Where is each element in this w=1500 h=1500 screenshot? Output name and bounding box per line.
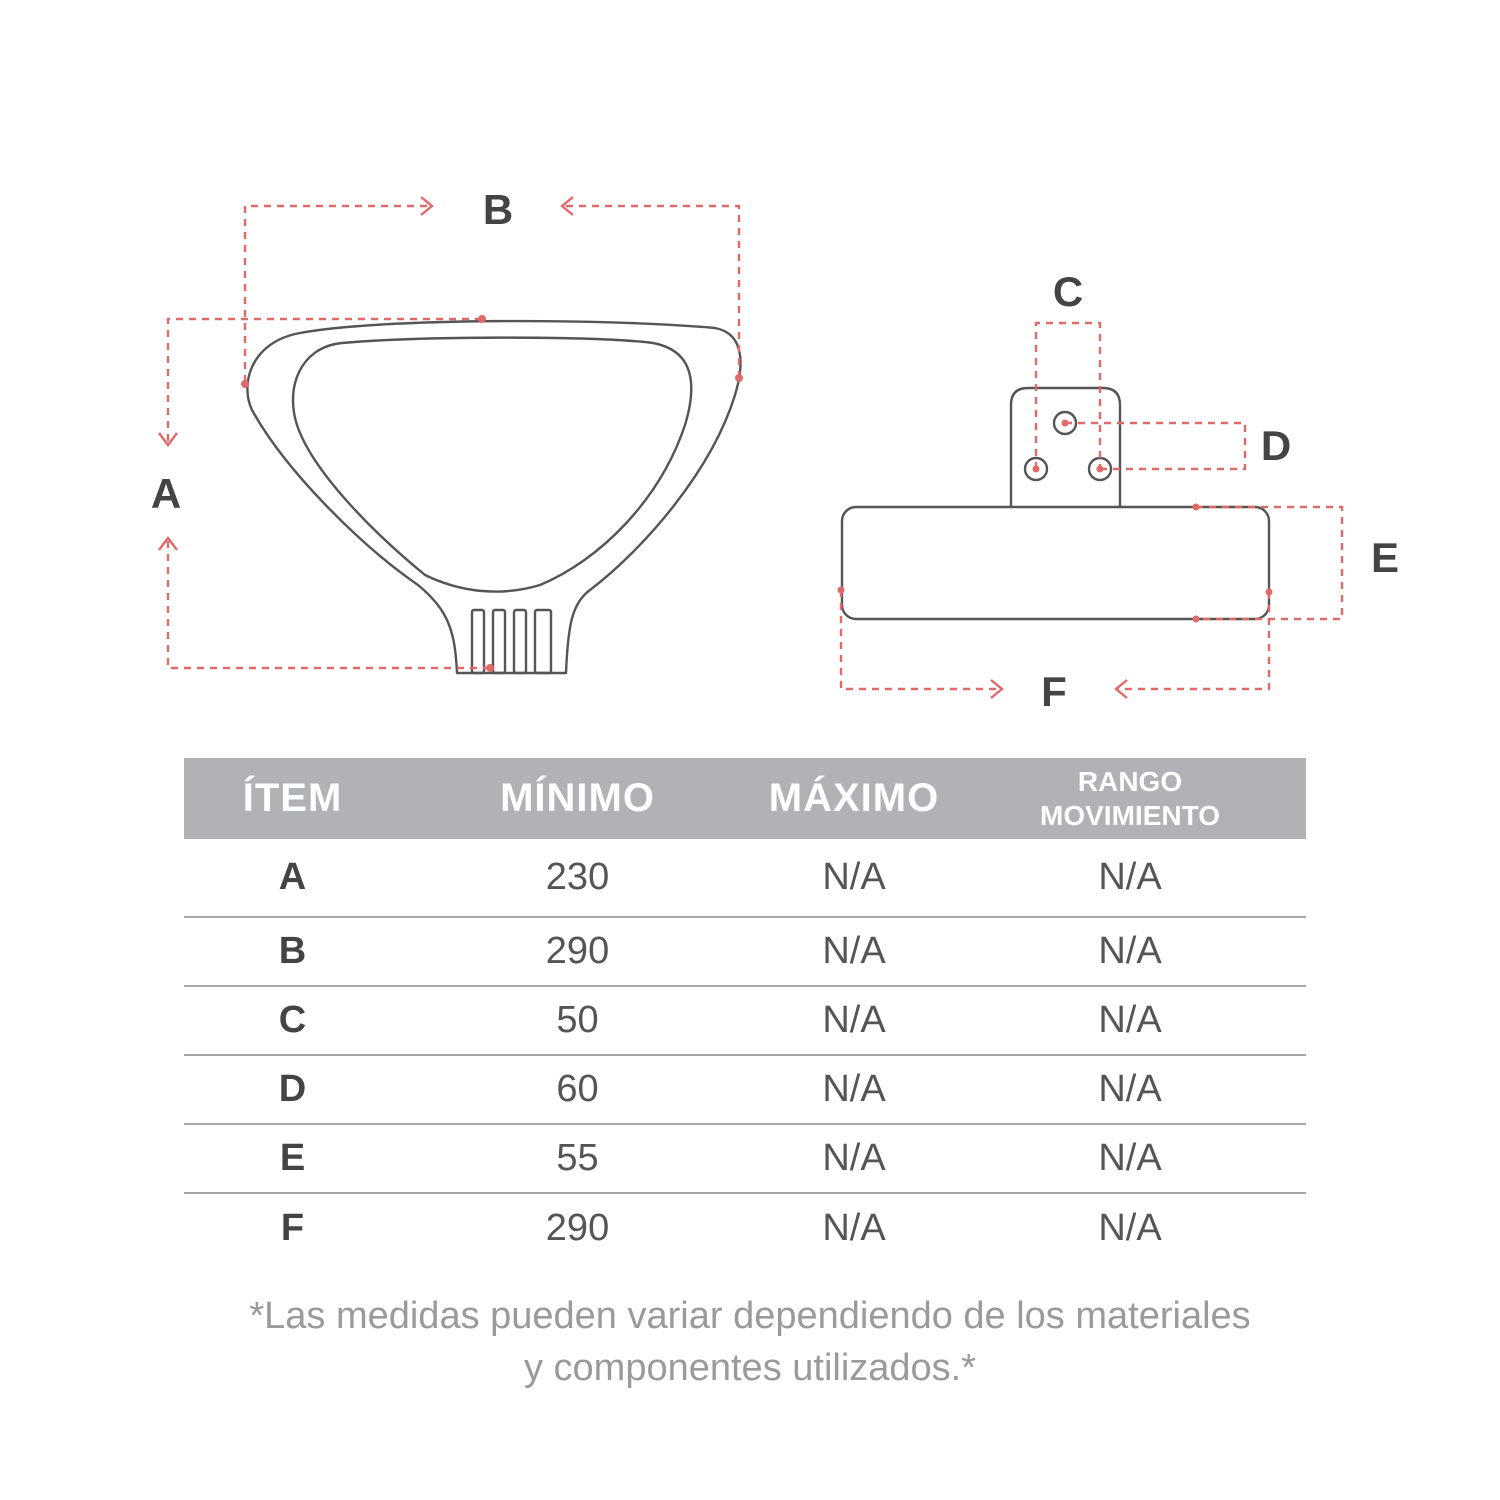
dimension-e-guides	[1193, 504, 1343, 623]
cell-range: N/A	[1098, 1207, 1162, 1249]
disclaimer-line-1: *Las medidas pueden variar dependiendo de los materiales	[249, 1295, 1251, 1337]
dimension-d-guides	[1062, 420, 1246, 470]
dimension-e-label: E	[1370, 534, 1400, 581]
cell-max: N/A	[754, 1055, 954, 1124]
table-row	[184, 839, 1306, 917]
cell-item: E	[184, 1124, 401, 1193]
cell-range: N/A	[954, 839, 1306, 917]
dimension-diagram	[0, 0, 1500, 740]
table-row	[184, 917, 1306, 986]
cell-item: C	[184, 986, 401, 1055]
headrest-stem-grooves	[472, 610, 551, 673]
dimensions-table	[184, 758, 1306, 1263]
mounting-plate	[1011, 388, 1120, 507]
cell-min: 60	[401, 1055, 754, 1124]
cell-item: D	[184, 1055, 401, 1124]
header-range-line1: RANGO	[1077, 765, 1183, 797]
table-row	[184, 1124, 1306, 1193]
cell-max: N/A	[754, 917, 954, 986]
cell-range: N/A	[954, 1055, 1306, 1124]
cell-max: N/A	[754, 1124, 954, 1193]
table-row	[184, 1193, 1306, 1263]
cell-range: N/A	[954, 1124, 1306, 1193]
dimension-b-label: B	[482, 186, 514, 233]
cell-min: 290	[545, 1207, 610, 1249]
measurement-disclaimer	[150, 1290, 1350, 1394]
cell-max: N/A	[754, 986, 954, 1055]
cell-min: 230	[401, 839, 754, 917]
header-range	[954, 758, 1306, 839]
header-minimum: MÍNIMO	[401, 758, 754, 839]
headrest-side-body	[842, 507, 1269, 619]
cell-item: A	[184, 839, 401, 917]
cell-item: B	[184, 917, 401, 986]
header-range-line2: MOVIMIENTO	[1040, 799, 1220, 831]
cell-min: 50	[401, 986, 754, 1055]
dimension-a-label: A	[150, 470, 182, 517]
cell-range: N/A	[954, 986, 1306, 1055]
table-row	[184, 986, 1306, 1055]
cell-max: N/A	[822, 1207, 886, 1249]
disclaimer-line-2: y componentes utilizados.*	[523, 1347, 977, 1389]
header-item: ÍTEM	[184, 758, 401, 839]
headrest-side-view	[842, 388, 1269, 619]
cell-range: N/A	[954, 917, 1306, 986]
cell-item: F	[280, 1207, 305, 1249]
dimension-a-guides	[159, 315, 494, 672]
table-row	[184, 1055, 1306, 1124]
header-maximum: MÁXIMO	[754, 758, 954, 839]
dimension-d-label: D	[1260, 422, 1292, 469]
headrest-front-view	[247, 321, 740, 673]
cell-min: 290	[401, 917, 754, 986]
dimension-c-label: C	[1052, 268, 1084, 315]
dimension-c-guides	[1033, 323, 1104, 473]
cell-min: 55	[401, 1124, 754, 1193]
cell-max: N/A	[754, 839, 954, 917]
dimension-f-label: F	[1041, 668, 1067, 715]
table-header-row	[184, 758, 1306, 839]
